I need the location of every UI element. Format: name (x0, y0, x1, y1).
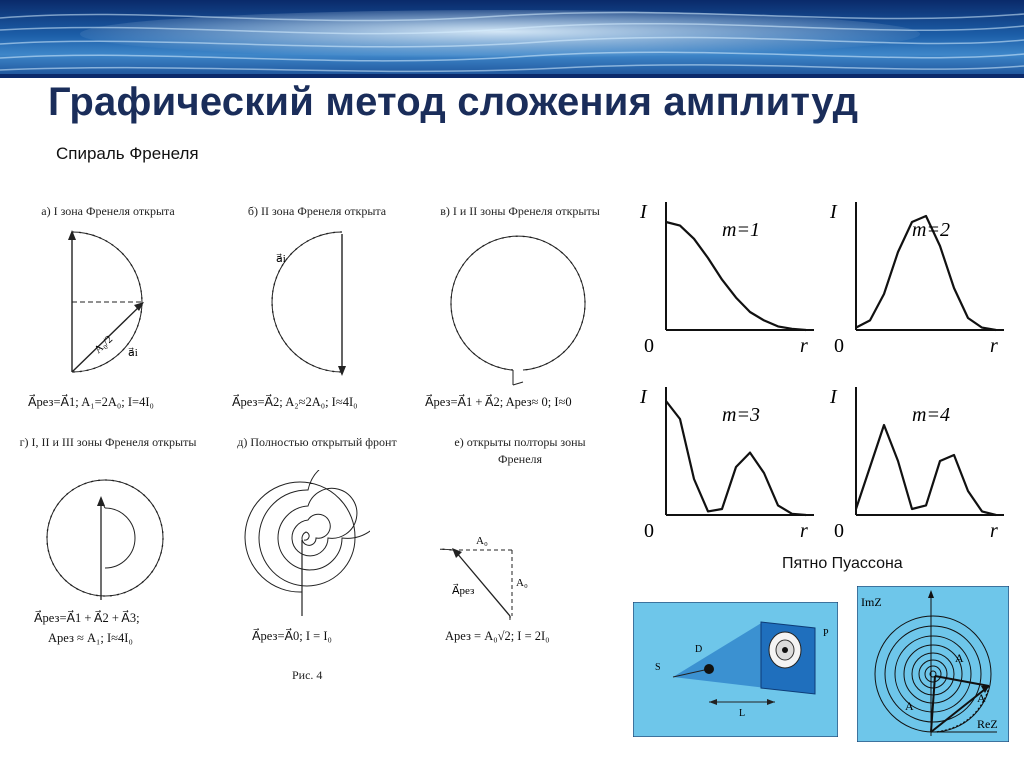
setup-label-l: L (739, 708, 746, 719)
slide-title: Графический метод сложения амплитуд (48, 80, 859, 124)
panel-label-3: m=3 (722, 404, 760, 426)
complex-label-rez: ReZ (977, 717, 998, 731)
poisson-caption: Пятно Пуассона (782, 555, 903, 572)
setup-label-d: D (695, 644, 703, 655)
diagram-f-formula: Aрез = A₀√2; I = 2I₀ (445, 629, 550, 643)
diagram-d (35, 470, 175, 610)
diagram-f-caption: е) открыты полторы зоны Френеля (454, 435, 586, 466)
setup-label-s: S (655, 662, 661, 673)
origin-label-3: 0 (834, 520, 844, 542)
complex-label-a2: A (905, 699, 914, 713)
diagram-f (440, 470, 600, 620)
diagram-a-caption: а) I зона Френеля открыта (41, 204, 175, 218)
diagram-d-caption: г) I, II и III зоны Френеля открыты (19, 435, 197, 449)
label-ai: a⃗i (128, 347, 138, 359)
diagram-d-formula-2: Aрез ≈ A₁; I≈4I₀ (48, 631, 133, 645)
label-a0-half: A₀/2 (92, 333, 116, 357)
origin-label-1: 0 (834, 335, 844, 357)
label-ai-b: a⃗i (276, 253, 286, 265)
diagram-c (445, 230, 595, 390)
panel-label-2: m=2 (912, 219, 950, 241)
panel-label-4: m=4 (912, 404, 950, 426)
diagram-c-caption: в) I и II зоны Френеля открыты (440, 204, 600, 218)
x-axis-label-0: r (800, 335, 808, 357)
diagram-d-formula-1: A⃗рез=A⃗1 + A⃗2 + A⃗3; (34, 611, 140, 625)
intensity-curve-4 (856, 425, 996, 515)
origin-label-0: 0 (644, 335, 654, 357)
setup-diagram (633, 602, 838, 737)
complex-plane-diagram (857, 586, 1009, 742)
diagram-b-formula: A⃗рез=A⃗2; A₂≈2A₀; I≈4I₀ (232, 395, 358, 409)
diagram-a-formula: A⃗рез=A⃗1; A₁=2A₀; I=4I₀ (28, 395, 154, 409)
diagram-e (240, 470, 370, 620)
diagram-b-caption: б) II зона Френеля открыта (247, 204, 387, 218)
setup-label-p: P (823, 628, 829, 639)
figure-caption: Рис. 4 (292, 668, 323, 682)
diagram-c-formula: A⃗рез=A⃗1 + A⃗2; Aрез≈ 0; I≈0 (425, 395, 572, 409)
y-axis-label-0: I (640, 201, 647, 223)
complex-label-a1: A (955, 651, 964, 665)
label-a-rez: A⃗рез (452, 585, 475, 597)
intensity-plots (630, 190, 1020, 550)
header-banner (0, 0, 1024, 78)
x-axis-label-1: r (990, 335, 998, 357)
slide-subtitle: Спираль Френеля (56, 144, 199, 163)
complex-label-a3: A (977, 691, 986, 705)
y-axis-label-1: I (830, 201, 837, 223)
diagram-a (30, 222, 180, 382)
y-axis-label-2: I (640, 386, 647, 408)
x-axis-label-2: r (800, 520, 808, 542)
origin-label-2: 0 (644, 520, 654, 542)
label-a0-side: A₀ (516, 577, 528, 589)
diagram-e-formula: A⃗рез=A⃗0; I = I₀ (252, 629, 332, 643)
label-a0-top: A₀ (476, 535, 488, 547)
y-axis-label-3: I (830, 386, 837, 408)
complex-label-imz: ImZ (861, 595, 882, 609)
diagram-e-caption: д) Полностью открытый фронт (237, 435, 397, 449)
x-axis-label-3: r (990, 520, 998, 542)
panel-label-1: m=1 (722, 219, 760, 241)
diagram-b (260, 222, 370, 382)
